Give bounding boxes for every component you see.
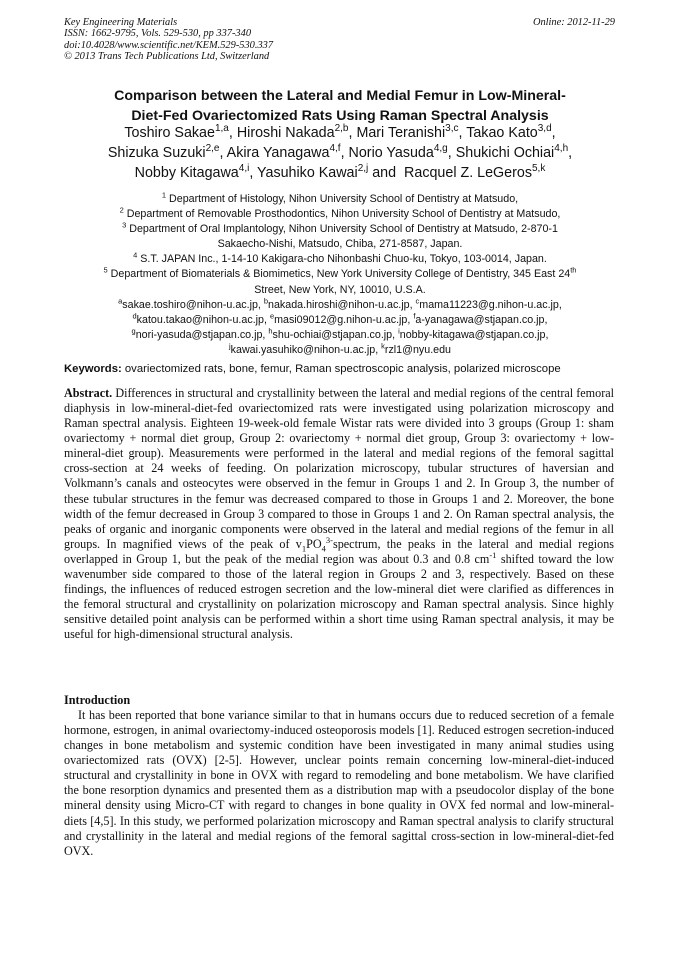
- affiliation: $^2$ Department of Removable Prosthodontics, Nihon University School of Dentistry at Matsudo,: [119, 205, 561, 221]
- issn-line: ISSN: 1662-9795, Vols. 529-530, pp 337-340: [64, 28, 252, 40]
- copyright-line: © 2013 Trans Tech Publications Ltd, Switzerland: [64, 51, 270, 63]
- email-line: $^j$kawai.yasuhiko@nihon-u.ac.jp, $^k$rzl1@nyu.edu: [228, 341, 451, 356]
- journal-header: [64, 17, 615, 63]
- author: Takao Kato$^{3,d}$,: [466, 123, 556, 141]
- author-list: [60, 124, 620, 183]
- email[interactable]: $^h$shu-ochiai@stjapan.co.jp: [268, 326, 393, 341]
- email-line: $^a$sakae.toshiro@nihon-u.ac.jp, $^b$nakada.hiroshi@nihon-u.ac.jp, $^c$mama11223@g.nihon-u.ac.jp,: [118, 296, 562, 311]
- author: Shizuka Suzuki$^{2,e}$,: [107, 143, 227, 161]
- keywords: [64, 362, 624, 377]
- journal-name: Key Engineering Materials: [64, 17, 178, 28]
- email[interactable]: $^g$nori-yasuda@stjapan.co.jp: [131, 326, 263, 341]
- email[interactable]: $^f$a-yanagawa@stjapan.co.jp: [413, 311, 545, 326]
- author: Hiroshi Nakada$^{2,b}$,: [236, 123, 357, 141]
- affiliations: [58, 192, 622, 358]
- abstract: Abstract. Differences in structural and crystallinity between the lateral and medial regions of the central femoral diaphysis in low-mineral-diet-fed ovariectomized rats were investigated using polarization microscopy and Raman spectral analysis. Eighteen 19-week-old female Wistar rats were divided into 3 groups (Group 1: sham ovariectomy + normal diet group, Group 2: ovariectomy + normal diet group, Group 3: ovariectomy + low-mineral-diet group). Measurements were performed in the lateral and medial regions of the femoral sagittal cross-section at 24 weeks of feeding. On polarization microscopy, tubular structures of haversian and Volkmann’s canals and osteocytes were observed in the femur in Groups 1 and 2. In Group 3, the number of these tubular structures in the femur was decreased compared to those in Groups 1 and 2. Moreover, the bone width of the femur decreased in Group 3 compared to those in Groups 1 and 2. On Raman spectral analysis, the peaks of organic and inorganic components were observed in the lateral and medial regions of the femur in all groups. In magnified views of the peak of $v_1PO_4^{3-}spectrum$, the peaks in the lateral and medial regions overlapped in Group 1, but the peak of the medial region was about 0.3 and 0.8 $cm^{-1}$ shifted toward the low wavenumber side compared to those of the lateral region in Groups 2 and 3, respectively. Based on these findings, the influences of reduced estrogen secretion and the low-mineral diet were clarified as differences in the femoral structural and crystallinity on polarization microscopy and Raman spectral analysis. Since highly sensitive detailed point analysis can be performed within a short time using Raman spectral analysis, it may be useful for high-dimensional structural analysis.: [64, 386, 614, 642]
- introduction-heading: Introduction: [64, 693, 131, 707]
- keywords-label: Keywords:: [64, 363, 122, 375]
- author: Toshiro Sakae$^{1,a}$,: [124, 123, 237, 141]
- author: Mari Teranishi$^{3,c}$,: [356, 123, 467, 141]
- email-line: $^d$katou.takao@nihon-u.ac.jp, $^e$masi09012@g.nihon-u.ac.jp, $^f$a-yanagawa@stjapan.co.jp,: [132, 311, 548, 326]
- author: Norio Yasuda$^{4,g}$,: [348, 143, 456, 161]
- abstract-label: Abstract.: [64, 386, 113, 400]
- email[interactable]: $^i$nobby-kitagawa@stjapan.co.jp: [398, 326, 546, 341]
- email[interactable]: $^a$sakae.toshiro@nihon-u.ac.jp: [118, 296, 258, 311]
- online-date: Online: 2012-11-29: [532, 17, 615, 28]
- author: Nobby Kitagawa$^{4,i}$,: [134, 162, 258, 181]
- affiliation: $^5$ Department of Biomaterials & Biomimetics, New York University College of Dentistry, 345 East 24th: [103, 265, 577, 281]
- email[interactable]: $^d$katou.takao@nihon-u.ac.jp: [132, 311, 264, 326]
- affiliation-continued: Sakaecho-Nishi, Matsudo, Chiba, 271-8587, Japan.: [217, 238, 463, 251]
- email[interactable]: $^c$mama11223@g.nihon-u.ac.jp: [415, 296, 559, 311]
- affiliation: $^1$ Department of Histology, Nihon University School of Dentistry at Matsudo,: [161, 190, 519, 205]
- author: Racquel Z. LeGeros$^{5,k}$: [404, 162, 546, 181]
- title-line-1: Comparison between the Lateral and Medial Femur in Low-Mineral-: [114, 88, 566, 104]
- email[interactable]: $^k$rzl1@nyu.edu: [381, 341, 451, 356]
- doi-line: doi:10.4028/www.scientific.net/KEM.529-530.337: [64, 39, 274, 51]
- email[interactable]: $^e$masi09012@g.nihon-u.ac.jp: [269, 311, 408, 326]
- affiliation: $^4$ S.T. JAPAN Inc., 1-14-10 Kakigara-cho Nihonbashi Chuo-ku, Tokyo, 103-0014, Japan.: [133, 250, 547, 266]
- email-line: $^g$nori-yasuda@stjapan.co.jp, $^h$shu-ochiai@stjapan.co.jp, $^i$nobby-kitagawa@stjapan.co.jp,: [131, 326, 549, 341]
- email[interactable]: $^b$nakada.hiroshi@nihon-u.ac.jp: [263, 296, 410, 311]
- author: Akira Yanagawa$^{4,f}$,: [226, 143, 349, 161]
- author: Yasuhiko Kawai$^{2,j}$ and: [257, 162, 401, 181]
- introduction-text: It has been reported that bone variance similar to that in humans occurs due to reduced secretion of a female hormone, estrogen, in animal ovariectomy-induced osteoporosis models [1]. Reduced estrogen secretion-induced changes in bone metabolism and systemic condition have been investigated in many animal studies using ovariectomized rats (OVX) [2-5]. However, unclear points remain concerning low-mineral-diet-induced structural and crystallinity in bone in OVX with regard to remodeling and bone metabolism. We have clarified the bone resorption dynamics and presented them as a distribution map with a pseudocolor display of the bone mineral density using Micro-CT with regard to changes in bone quality in OVX fed normal and low-mineral-diets [4,5]. In this study, we performed polarization microscopy and Raman spectral analysis to clarify structural and crystallinity in the lateral and medial regions of the femoral sagittal cross-section in low-mineral-diet-fed OVX.: [64, 708, 614, 858]
- title-line-2: Diet-Fed Ovariectomized Rats Using Raman Spectral Analysis: [131, 108, 549, 124]
- author: Shukichi Ochiai$^{4,h}$,: [455, 143, 573, 161]
- affiliation-continued: Street, New York, NY, 10010, U.S.A.: [254, 283, 426, 296]
- paper-title: [60, 86, 620, 126]
- affiliation: $^3$ Department of Oral Implantology, Nihon University School of Dentistry at Matsudo, 2-870-1: [122, 220, 558, 236]
- email[interactable]: $^j$kawai.yasuhiko@nihon-u.ac.jp: [228, 341, 376, 356]
- keywords-text: ovariectomized rats, bone, femur, Raman spectroscopic analysis, polarized microscope: [121, 363, 561, 375]
